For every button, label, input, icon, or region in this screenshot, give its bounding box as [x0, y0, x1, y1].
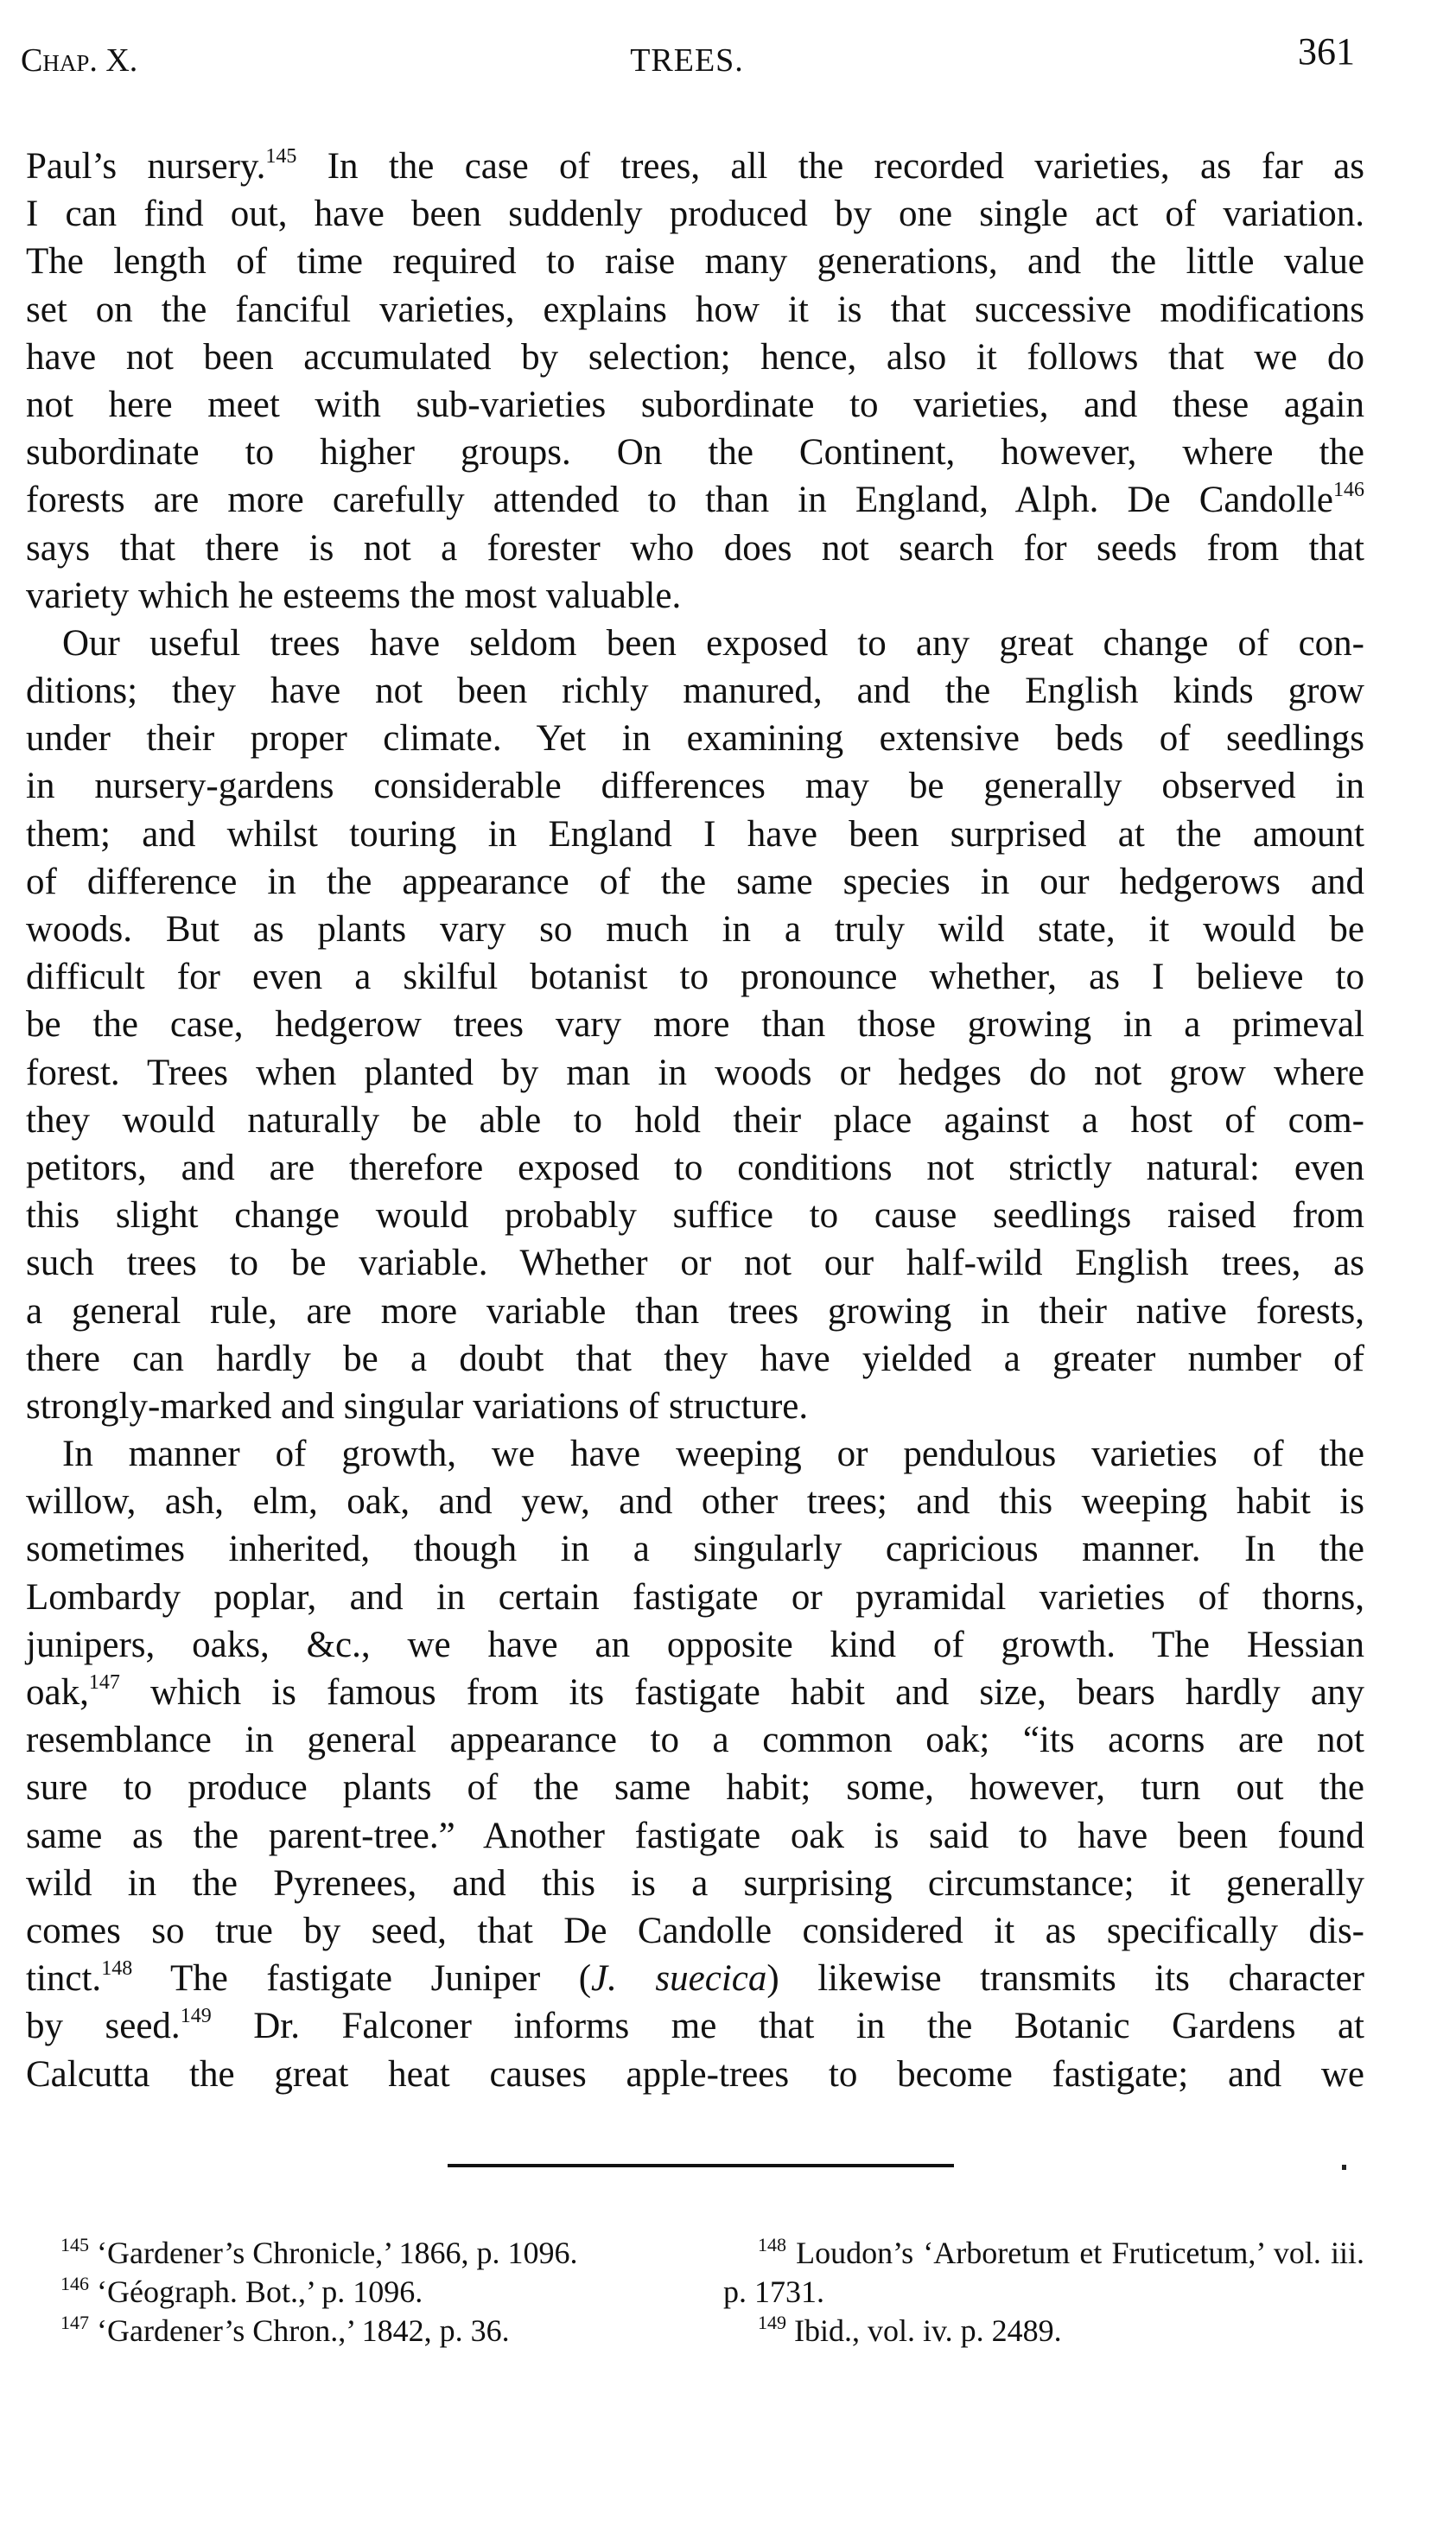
text-line: [26, 1812, 1364, 1860]
text-segment: sure to produce plants of the same habit; some, however, turn out the: [26, 1767, 1364, 1809]
text-line: [26, 762, 1364, 810]
text-segment: woods. But as plants vary so much in a truly wild state, it would be: [26, 909, 1364, 950]
text-segment: sometimes inherited, though in a singularly capricious manner. In the: [26, 1529, 1364, 1570]
text-line: [26, 1955, 1364, 2002]
footnote-number: 147: [60, 2312, 89, 2333]
text-segment: forests are more carefully attended to than in England, Alph. De Candolle: [26, 480, 1333, 521]
text-segment: under their proper climate. Yet in examining extensive beds of seedlings: [26, 718, 1364, 760]
text-segment: not here meet with sub-varieties subordinate to varieties, and these again: [26, 384, 1364, 425]
running-head-chapter: Chap. X.: [21, 42, 138, 79]
text-line: [26, 1716, 1364, 1764]
running-head-title: TREES.: [630, 42, 744, 79]
text-line: [26, 1001, 1364, 1048]
text-line: [26, 620, 1364, 667]
footnote-text: Loudon’s ‘Arboretum et Fruticetum,’ vol. iii. p. 1731.: [723, 2236, 1364, 2309]
footnote: [723, 2234, 1364, 2312]
text-segment: variety which he esteems the most valuable.: [26, 575, 682, 616]
footnote-text: ‘Gardener’s Chronicle,’ 1866, p. 1096.: [89, 2236, 578, 2270]
text-segment: be the case, hedgerow trees vary more than those growing in a primeval: [26, 1004, 1364, 1046]
text-line: [26, 1049, 1364, 1097]
text-segment: Paul’s nursery.: [26, 146, 266, 187]
text-line: [26, 525, 1364, 572]
text-line: [26, 715, 1364, 762]
text-line: [26, 1097, 1364, 1144]
text-line: [26, 190, 1364, 238]
text-line: [26, 1144, 1364, 1192]
footnote-text: ‘Géograph. Bot.,’ p. 1096.: [89, 2274, 423, 2309]
text-segment: strongly-marked and singular variations of structure.: [26, 1385, 809, 1427]
text-segment: In manner of growth, we have weeping or pendulous varieties of the: [62, 1434, 1364, 1475]
footnote-column-right: [723, 2234, 1364, 2351]
text-segment: Lombardy poplar, and in certain fastigate or pyramidal varieties of thorns,: [26, 1576, 1364, 1618]
footnote: [26, 2234, 665, 2273]
text-segment: ) likewise transmits its character: [766, 1958, 1364, 2000]
text-segment: of difference in the appearance of the same species in our hedgerows and: [26, 861, 1364, 902]
text-segment: I can find out, have been suddenly produced by one single act of variation.: [26, 194, 1364, 235]
text-line: [26, 334, 1364, 381]
text-line: [26, 1478, 1364, 1525]
text-line: [26, 1574, 1364, 1621]
text-segment: ditions; they have not been richly manured, and the English kinds grow: [26, 671, 1364, 712]
text-line: [26, 1525, 1364, 1573]
text-segment: this slight change would probably suffice to cause seedlings raised from: [26, 1195, 1364, 1237]
text-line: [26, 143, 1364, 190]
text-line: [26, 906, 1364, 953]
footnote-text: Ibid., vol. iv. p. 2489.: [786, 2313, 1062, 2348]
text-segment: J. suecica: [591, 1958, 767, 2000]
text-line: [26, 1669, 1364, 1716]
text-segment: a general rule, are more variable than trees growing in their native forests,: [26, 1290, 1364, 1332]
footnote-divider: [448, 2164, 954, 2167]
text-segment: by seed.: [26, 2006, 181, 2047]
text-line: [26, 953, 1364, 1001]
text-line: [26, 667, 1364, 715]
page-number: 361: [1298, 30, 1355, 73]
text-segment: them; and whilst touring in England I have been surprised at the amount: [26, 813, 1364, 855]
text-segment: Our useful trees have seldom been exposed to any great change of con-: [62, 622, 1364, 664]
text-segment: In the case of trees, all the recorded varieties, as far as: [296, 146, 1364, 187]
text-segment: same as the parent-tree.” Another fastigate oak is said to have been found: [26, 1815, 1364, 1856]
text-line: [26, 2002, 1364, 2050]
text-segment: subordinate to higher groups. On the Continent, however, where the: [26, 432, 1364, 474]
print-speck: [1342, 2165, 1346, 2170]
footnote-number: 146: [60, 2273, 89, 2294]
text-segment: such trees to be variable. Whether or not our half-wild English trees, as: [26, 1243, 1364, 1284]
text-segment: resemblance in general appearance to a common oak; “its acorns are not: [26, 1720, 1364, 1761]
text-line: [26, 572, 1364, 620]
text-segment: forest. Trees when planted by man in woods or hedges do not grow where: [26, 1052, 1364, 1093]
text-segment: set on the fanciful varieties, explains how it is that successive modifications: [26, 289, 1364, 330]
text-line: [26, 1621, 1364, 1669]
text-line: [26, 1430, 1364, 1478]
footnote-ref: 145: [265, 145, 297, 168]
text-line: [26, 1239, 1364, 1287]
text-segment: in nursery-gardens considerable differences may be generally observed in: [26, 766, 1364, 807]
text-segment: Calcutta the great heat causes apple-trees to become fastigate; and we: [26, 2053, 1364, 2095]
text-segment: petitors, and are therefore exposed to conditions not strictly natural: even: [26, 1147, 1364, 1188]
footnote-number: 149: [758, 2312, 786, 2333]
footnote: [723, 2312, 1364, 2351]
text-line: [26, 1192, 1364, 1239]
text-segment: which is famous from its fastigate habit and size, bears hardly any: [119, 1672, 1364, 1713]
text-line: [26, 429, 1364, 476]
text-line: [26, 858, 1364, 906]
text-line: [26, 1288, 1364, 1335]
text-segment: junipers, oaks, &c., we have an opposite kind of growth. The Hessian: [26, 1624, 1364, 1665]
text-line: [26, 1383, 1364, 1430]
text-segment: tinct.: [26, 1958, 102, 2000]
footnote-ref: 148: [101, 1957, 133, 1981]
text-segment: difficult for even a skilful botanist to pronounce whether, as I believe to: [26, 957, 1364, 998]
text-segment: oak,: [26, 1672, 89, 1713]
footnote-ref: 146: [1333, 479, 1364, 502]
text-line: [26, 811, 1364, 858]
footnote: [26, 2273, 665, 2312]
text-segment: willow, ash, elm, oak, and yew, and other trees; and this weeping habit is: [26, 1481, 1364, 1523]
text-line: [26, 1907, 1364, 1955]
footnote-ref: 149: [180, 2005, 212, 2028]
text-segment: have not been accumulated by selection; hence, also it follows that we do: [26, 336, 1364, 378]
text-segment: Dr. Falconer informs me that in the Botanic Gardens at: [211, 2006, 1364, 2047]
text-line: [26, 2051, 1364, 2098]
footnote-number: 145: [60, 2234, 89, 2255]
text-segment: there can hardly be a doubt that they have yielded a greater number of: [26, 1338, 1364, 1379]
text-segment: says that there is not a forester who does not search for seeds from that: [26, 527, 1364, 569]
footnote-ref: 147: [88, 1671, 120, 1694]
footnote-number: 148: [758, 2234, 786, 2255]
footnote-text: ‘Gardener’s Chron.,’ 1842, p. 36.: [89, 2313, 510, 2348]
text-line: [26, 286, 1364, 334]
text-segment: The fastigate Juniper (: [132, 1958, 592, 2000]
text-segment: they would naturally be able to hold their place against a host of com-: [26, 1099, 1364, 1141]
text-line: [26, 1335, 1364, 1383]
footnote: [26, 2312, 665, 2351]
text-segment: The length of time required to raise many generations, and the little value: [26, 241, 1364, 283]
text-line: [26, 1860, 1364, 1907]
text-line: [26, 1764, 1364, 1811]
body-text: [26, 143, 1364, 2098]
text-line: [26, 476, 1364, 524]
text-segment: wild in the Pyrenees, and this is a surprising circumstance; it generally: [26, 1862, 1364, 1904]
text-segment: comes so true by seed, that De Candolle considered it as specifically dis-: [26, 1910, 1364, 1951]
text-line: [26, 381, 1364, 429]
text-line: [26, 238, 1364, 285]
footnote-column-left: [26, 2234, 665, 2351]
